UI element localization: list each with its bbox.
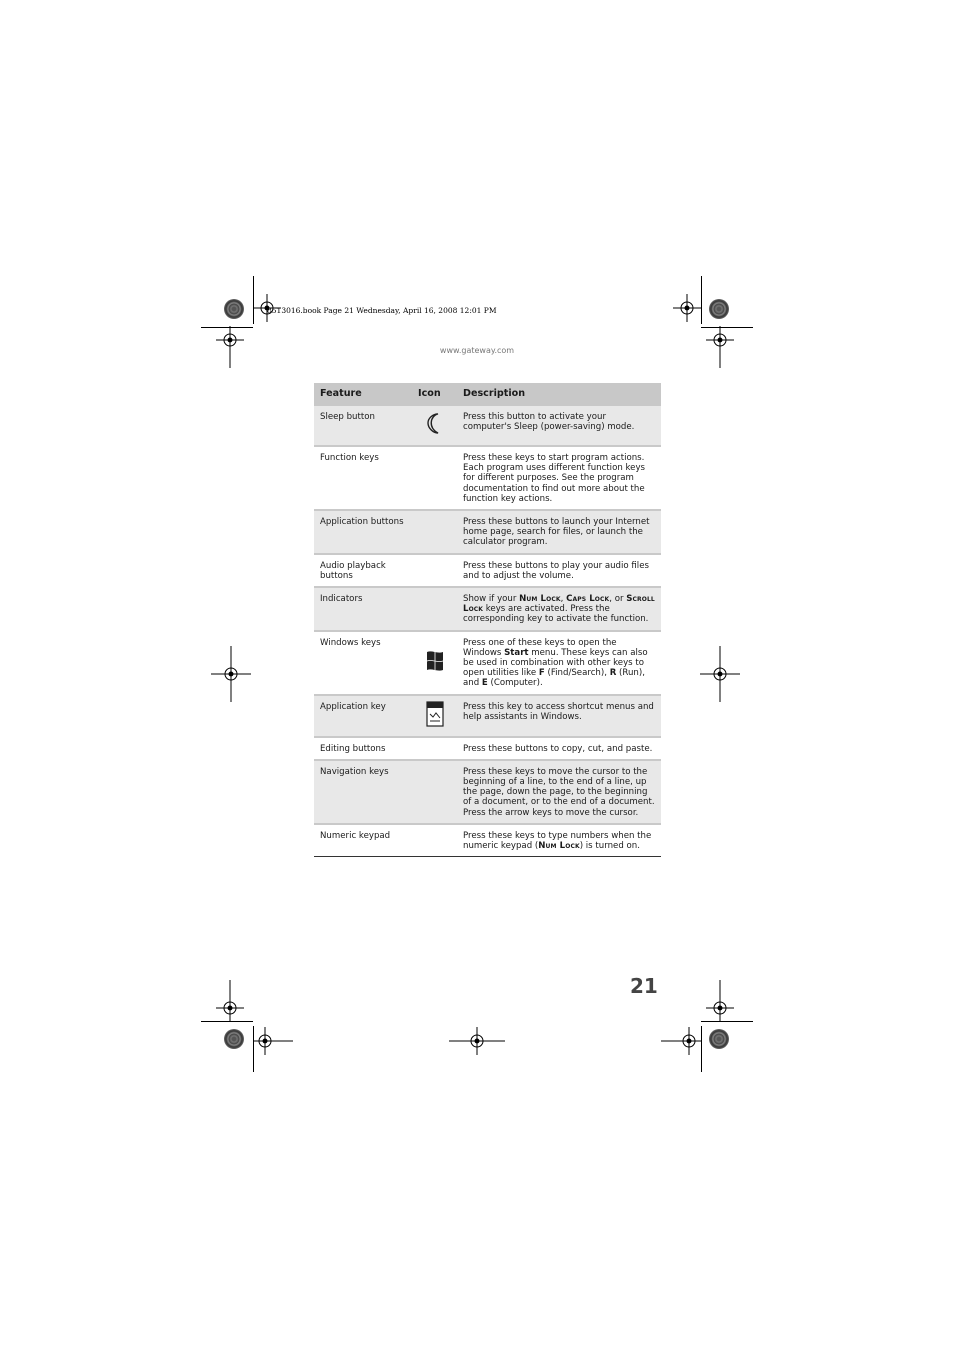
- column-header-description: Description: [457, 383, 661, 406]
- feature-cell: Windows keys: [314, 631, 412, 695]
- crosshair-icon: [216, 980, 244, 1022]
- print-slug: 8513016.book Page 21 Wednesday, April 16, 2008 12:01 PM: [267, 306, 497, 315]
- description-cell: Press these buttons to copy, cut, and paste.: [457, 737, 661, 760]
- table-row: [314, 510, 661, 554]
- description-cell: Press these buttons to play your audio files and to adjust the volume.: [457, 554, 661, 587]
- page-number: 21: [630, 974, 658, 998]
- crosshair-icon: [253, 1027, 293, 1055]
- crosshair-icon: [661, 1027, 701, 1055]
- table-row: [314, 760, 661, 824]
- table-row: [314, 406, 661, 446]
- table-row: [314, 737, 661, 760]
- key-name: E: [481, 678, 488, 689]
- key-name: Num Lock: [519, 594, 561, 605]
- table-row: [314, 587, 661, 631]
- key-name: Scroll Lock: [463, 594, 655, 615]
- crosshair-icon: [706, 980, 734, 1022]
- crosshair-icon: [449, 1027, 505, 1055]
- registration-dot-icon: [224, 1029, 244, 1049]
- registration-dot-icon: [709, 1029, 729, 1049]
- table-header-row: [314, 383, 661, 406]
- description-cell: Press these keys to start program actions. Each program uses different function keys for different purposes. See the program documentation to find out more about the function key actions.: [457, 446, 661, 510]
- table-row: [314, 695, 661, 737]
- table-row: [314, 824, 661, 857]
- key-name: Start: [504, 647, 529, 658]
- table-row: [314, 631, 661, 695]
- crosshair-icon: [700, 646, 740, 702]
- feature-cell: Function keys: [314, 446, 412, 510]
- key-name: R: [609, 668, 617, 679]
- page-header-url: www.gateway.com: [439, 346, 515, 355]
- table-row: [314, 446, 661, 510]
- key-name: Caps Lock: [566, 594, 610, 605]
- description-cell: Show if your Num Lock, Caps Lock, or Scroll Lock keys are activated. Press the corresponding key to activate the function.: [457, 587, 661, 631]
- feature-cell: Indicators: [314, 587, 412, 631]
- windows-logo-icon: [425, 649, 445, 673]
- feature-cell: Numeric keypad: [314, 824, 412, 857]
- registration-dot-icon: [709, 299, 729, 319]
- registration-dot-icon: [224, 299, 244, 319]
- crosshair-icon: [211, 646, 251, 702]
- table-row: [314, 554, 661, 587]
- feature-table: [314, 383, 661, 857]
- description-cell: Press this key to access shortcut menus and help assistants in Windows.: [457, 695, 661, 737]
- key-name: Num Lock: [538, 841, 580, 852]
- feature-cell: Application buttons: [314, 510, 412, 554]
- key-name: F: [538, 668, 545, 679]
- description-cell: Press one of these keys to open the Windows Start menu. These keys can also be used in combination with other keys to open utilities like F (Find/Search), R (Run), and E (Computer).: [457, 631, 661, 695]
- description-cell: Press these buttons to launch your Internet home page, search for files, or launch the calculator program.: [457, 510, 661, 554]
- application-menu-icon: [425, 700, 445, 728]
- column-header-feature: Feature: [314, 383, 412, 406]
- feature-cell: Audio playback buttons: [314, 554, 412, 587]
- description-cell: Press this button to activate your computer's Sleep (power-saving) mode.: [457, 406, 661, 446]
- crosshair-icon: [673, 294, 701, 322]
- column-header-icon: Icon: [412, 383, 457, 406]
- feature-cell: Application key: [314, 695, 412, 737]
- moon-icon: [424, 412, 446, 436]
- description-cell: Press these keys to move the cursor to the beginning of a line, to the end of a line, up the page, down the page, to the beginning of a document, or to the end of a document. Press the arrow keys to move the cursor.: [457, 760, 661, 824]
- feature-cell: Sleep button: [314, 406, 412, 446]
- feature-cell: Editing buttons: [314, 737, 412, 760]
- feature-cell: Navigation keys: [314, 760, 412, 824]
- description-cell: Press these keys to type numbers when the numeric keypad (Num Lock) is turned on.: [457, 824, 661, 857]
